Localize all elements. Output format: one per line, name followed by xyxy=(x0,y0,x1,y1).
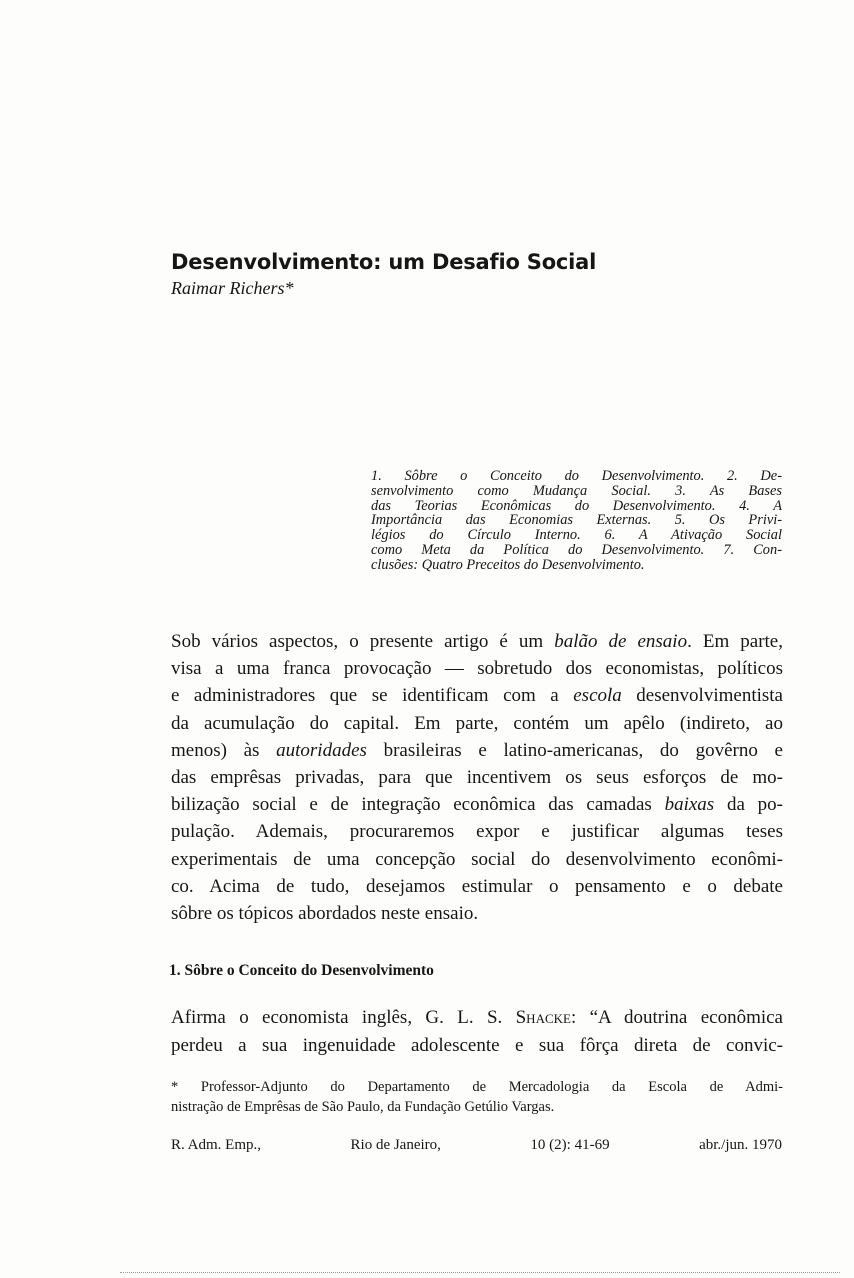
emphasis: escola xyxy=(573,685,622,707)
emphasis: autoridades xyxy=(276,739,367,761)
toc-line: como Meta da Política do Desenvolvimento. 7. Con- xyxy=(371,541,782,558)
article-author: Raimar Richers* xyxy=(171,278,294,298)
paragraph-line: das emprêsas privadas, para que incentivem os seus esforços de mo- xyxy=(171,767,783,789)
article-title: Desenvolvimento: um Desafio Social xyxy=(171,250,597,274)
journal-city: Rio de Janeiro, xyxy=(350,1137,441,1153)
paragraph-line: menos) às autoridades brasileiras e latino-americanas, do govêrno e xyxy=(171,739,783,761)
author-name: Shacke xyxy=(515,1007,571,1028)
toc-line: légios do Círculo Interno. 6. A Ativação Social xyxy=(371,527,782,544)
paragraph-line: bilização social e de integração econômica das camadas baixas da po- xyxy=(171,794,783,816)
journal-citation xyxy=(171,1137,782,1154)
author-footnote xyxy=(171,1078,783,1117)
toc-line: 1. Sôbre o Conceito do Desenvolvimento. 2. De- xyxy=(371,468,782,484)
paragraph-line: e administradores que se identificam com a escola desenvolvimentista xyxy=(171,685,783,707)
journal-name: R. Adm. Emp., xyxy=(171,1137,262,1153)
footnote-line: nistração de Emprêsas de São Paulo, da Fundação Getúlio Vargas. xyxy=(171,1098,555,1115)
paragraph-line: pulação. Ademais, procuraremos expor e justificar algumas teses xyxy=(171,821,783,843)
toc-line: clusões: Quatro Preceitos do Desenvolvimento. xyxy=(371,556,645,573)
journal-volume: 10 (2): 41-69 xyxy=(530,1137,610,1153)
toc-line: das Teorias Econômicas do Desenvolvimento. 4. A xyxy=(371,497,782,514)
emphasis: baixas xyxy=(664,794,715,816)
paragraph-line: co. Acima de tudo, desejamos estimular o pensamento e o debate xyxy=(171,875,783,897)
paragraph-line: visa a uma franca provocação — sobretudo dos economistas, políticos xyxy=(171,658,783,680)
paragraph-line: Afirma o economista inglês, G. L. S. Shacke: “A doutrina econômica xyxy=(171,1007,783,1028)
footnote-line: * Professor-Adjunto do Departamento de Mercadologia da Escola de Admi- xyxy=(171,1079,783,1095)
paragraph-line: sôbre os tópicos abordados neste ensaio. xyxy=(171,903,479,925)
section-paragraph xyxy=(171,1004,783,1059)
paragraph-line: experimentais de uma concepção social do desenvolvimento econômi- xyxy=(171,848,783,870)
section-heading: 1. Sôbre o Conceito do Desenvolvimento xyxy=(169,962,434,979)
paragraph-line: da acumulação do capital. Em parte, contém um apêlo (indireto, ao xyxy=(171,712,783,734)
journal-date: abr./jun. 1970 xyxy=(699,1137,782,1153)
paragraph-line: perdeu a sua ingenuidade adolescente e sua fôrça direta de convic- xyxy=(171,1034,783,1056)
table-of-contents xyxy=(371,469,782,573)
toc-line: Importância das Economias Externas. 5. Os Privi- xyxy=(371,512,782,529)
intro-paragraph xyxy=(171,628,783,927)
emphasis: balão de ensaio xyxy=(554,631,688,652)
page-edge-rule xyxy=(120,1272,840,1274)
paragraph-line: Sob vários aspectos, o presente artigo é um balão de ensaio. Em parte, xyxy=(171,631,783,652)
toc-line: senvolvimento como Mudança Social. 3. As Bases xyxy=(371,482,782,499)
